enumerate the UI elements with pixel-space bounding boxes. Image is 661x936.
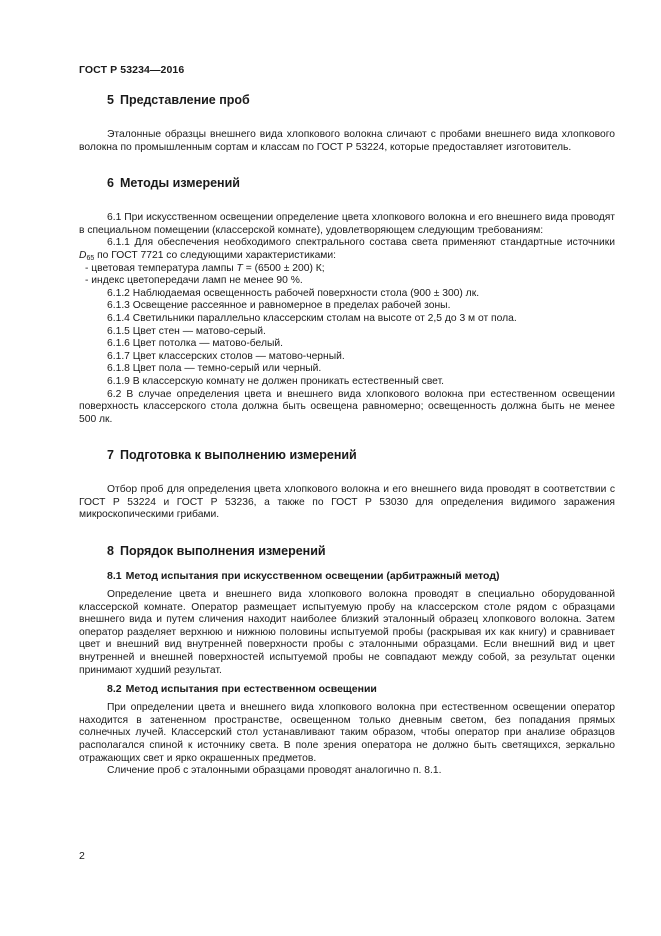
page-number: 2	[79, 850, 85, 862]
subsection-8-1-heading: 8.1 Метод испытания при искусственном освещении (арбитражный метод)	[107, 570, 500, 583]
subsection-8-1-paragraph: Определение цвета и внешнего вида хлопкового волокна проводят в специально оборудованной классерской комнате. Оператор размещает испытуемую пробу на классерском столе рядом с образцами внешнего вида и путем сличения находит наиболее близкий эталонный образец хлопкового волокна. Затем оператор разделяет верхнюю и нижнюю половины испытуемой пробы (раскрывая их как книгу) и сравнивает цвет и внешний вид внутренней поверхности пробы с эталонными образцами. Если внешний вид и цвет внутренней и внешней поверхностей испытуемой пробы не совпадают между собой, за результат оценки принимают худший результат.	[79, 589, 615, 676]
section-7-heading: 7 Подготовка к выполнению измерений	[107, 448, 357, 463]
clause-6-1-9: 6.1.9 В классерскую комнату не должен проникать естественный свет.	[107, 375, 445, 387]
section-5-paragraph: Эталонные образцы внешнего вида хлопкового волокна сличают с пробами внешнего вида хлопкового волокна по промышленным сортам и классам по ГОСТ Р 53224, которые предоставляет изготовитель.	[79, 129, 615, 153]
subsection-8-2-heading: 8.2 Метод испытания при естественном освещении	[107, 683, 377, 696]
document-header: ГОСТ Р 53234—2016	[79, 64, 185, 76]
section-6-heading: 6 Методы измерений	[107, 176, 240, 191]
clause-6-1-8: 6.1.8 Цвет пола — темно-серый или черный.	[107, 363, 322, 375]
clause-6-1-6: 6.1.6 Цвет потолка — матово-белый.	[107, 338, 283, 350]
subsection-8-2-note: Сличение проб с эталонными образцами проводят аналогично п. 8.1.	[107, 765, 442, 777]
section-8-heading: 8 Порядок выполнения измерений	[107, 544, 326, 559]
clause-6-1-4: 6.1.4 Светильники параллельно классерским столам на высоте от 2,5 до 3 м от пола.	[107, 312, 517, 324]
subsection-8-2-paragraph: При определении цвета и внешнего вида хлопкового волокна при естественном освещении оператор находится в затененном пространстве, освещенном только дневным светом, без попадания прямых солнечных лучей. Классерский стол устанавливают таким образом, чтобы оператор при анализе образцов располагался спиной к источнику света. В поле зрения оператора не должно быть светящихся, зеркально отражающих свет и ярко окрашенных предметов.	[79, 702, 615, 764]
clause-6-1-1: 6.1.1 Для обеспечения необходимого спектрального состава света применяют стандартные источники $D_{65}$ по ГОСТ 7721 со следующими характеристиками:	[79, 237, 615, 262]
clause-6-1-5: 6.1.5 Цвет стен — матово-серый.	[107, 325, 266, 337]
clause-6-1-3: 6.1.3 Освещение рассеянное и равномерное в пределах рабочей зоны.	[107, 300, 451, 312]
list-item-color-rendering: - индекс цветопередачи ламп не менее 90 %.	[85, 275, 303, 287]
clause-6-2: 6.2 В случае определения цвета и внешнего вида хлопкового волокна при естественном освещении поверхность классерского стола должна быть освещена равномерно; освещенность должна быть не менее 500 лк.	[79, 388, 615, 425]
clause-6-1: 6.1 При искусственном освещении определение цвета хлопкового волокна и его внешнего вида проводят в специальном помещении (классерской комнате), удовлетворяющем следующим требованиям:	[79, 212, 615, 236]
document-body	[79, 92, 615, 778]
list-item-color-temperature: - цветовая температура лампы T = (6500 ± 200) К;	[85, 262, 325, 274]
section-7-paragraph: Отбор проб для определения цвета хлопкового волокна и его внешнего вида проводят в соответствии с ГОСТ Р 53224 и ГОСТ Р 53236, а также по ГОСТ Р 53030 для определения видимого заражения микроскопическими грибами.	[79, 484, 615, 521]
section-5-heading: 5 Представление проб	[107, 93, 250, 107]
clause-6-1-7: 6.1.7 Цвет классерских столов — матово-черный.	[107, 350, 345, 362]
clause-6-1-2: 6.1.2 Наблюдаемая освещенность рабочей поверхности стола (900 ± 300) лк.	[107, 287, 480, 299]
